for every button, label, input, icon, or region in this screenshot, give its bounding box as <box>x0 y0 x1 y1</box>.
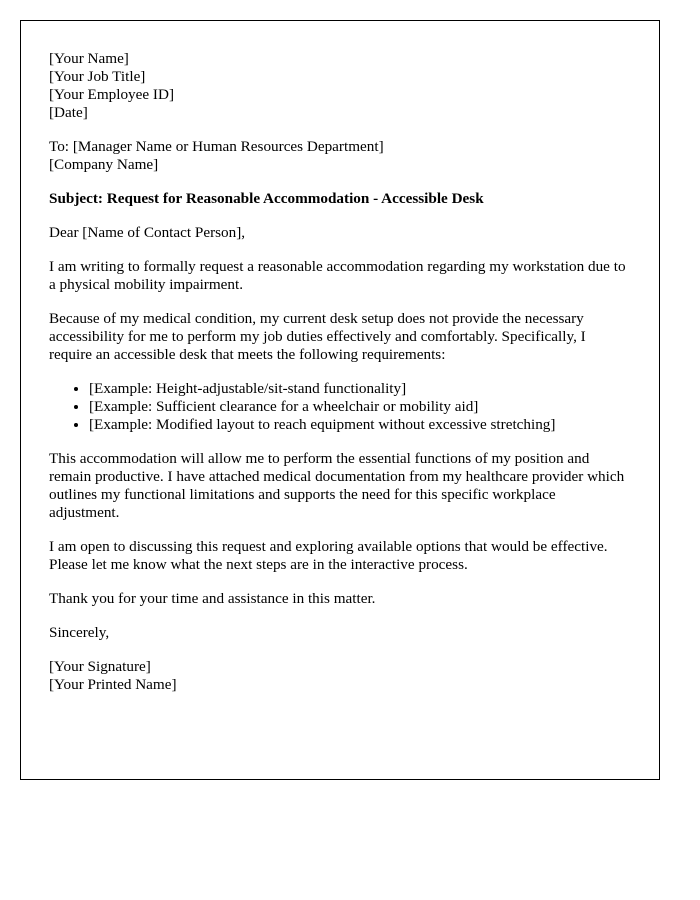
requirement-item: • [Example: Height-adjustable/sit-stand functionality] <box>89 380 629 398</box>
letter-page <box>20 20 660 780</box>
letter-date: [Date] <box>49 104 88 121</box>
requirement-item: • [Example: Modified layout to reach equipment without excessive stretching] <box>89 416 629 434</box>
body-paragraph-5: Thank you for your time and assistance in this matter. <box>49 590 376 607</box>
requirement-item: • [Example: Sufficient clearance for a wheelchair or mobility aid] <box>89 398 629 416</box>
requirements-list <box>49 380 629 434</box>
body-paragraph-4: I am open to discussing this request and exploring available options that would be effective. Please let me know what the next steps are in the interactive process. <box>49 538 608 573</box>
recipient-to-line: To: [Manager Name or Human Resources Department] <box>49 138 384 155</box>
sender-block <box>49 50 629 122</box>
body-paragraph-1: I am writing to formally request a reasonable accommodation regarding my workstation due to a physical mobility impairment. <box>49 258 626 293</box>
closing: Sincerely, <box>49 624 110 641</box>
recipient-company: [Company Name] <box>49 156 159 173</box>
letter-content <box>49 50 629 710</box>
letter-subject: Subject: Request for Reasonable Accommodation - Accessible Desk <box>49 190 484 207</box>
body-paragraph-2: Because of my medical condition, my current desk setup does not provide the necessary accessibility for me to perform my job duties effectively and comfortably. Specifically, I require an accessible desk that meets the following requirements: <box>49 310 586 363</box>
recipient-block <box>49 138 629 174</box>
printed-name: [Your Printed Name] <box>49 676 177 693</box>
sender-name: [Your Name] <box>49 50 129 67</box>
sender-job-title: [Your Job Title] <box>49 68 146 85</box>
salutation: Dear [Name of Contact Person], <box>49 224 246 241</box>
signature-line: [Your Signature] <box>49 658 151 675</box>
signature-block <box>49 658 629 694</box>
sender-employee-id: [Your Employee ID] <box>49 86 174 103</box>
body-paragraph-3: This accommodation will allow me to perform the essential functions of my position and remain productive. I have attached medical documentation from my healthcare provider which outlines my functional limitations and supports the need for this specific workplace adjustment. <box>49 450 625 521</box>
